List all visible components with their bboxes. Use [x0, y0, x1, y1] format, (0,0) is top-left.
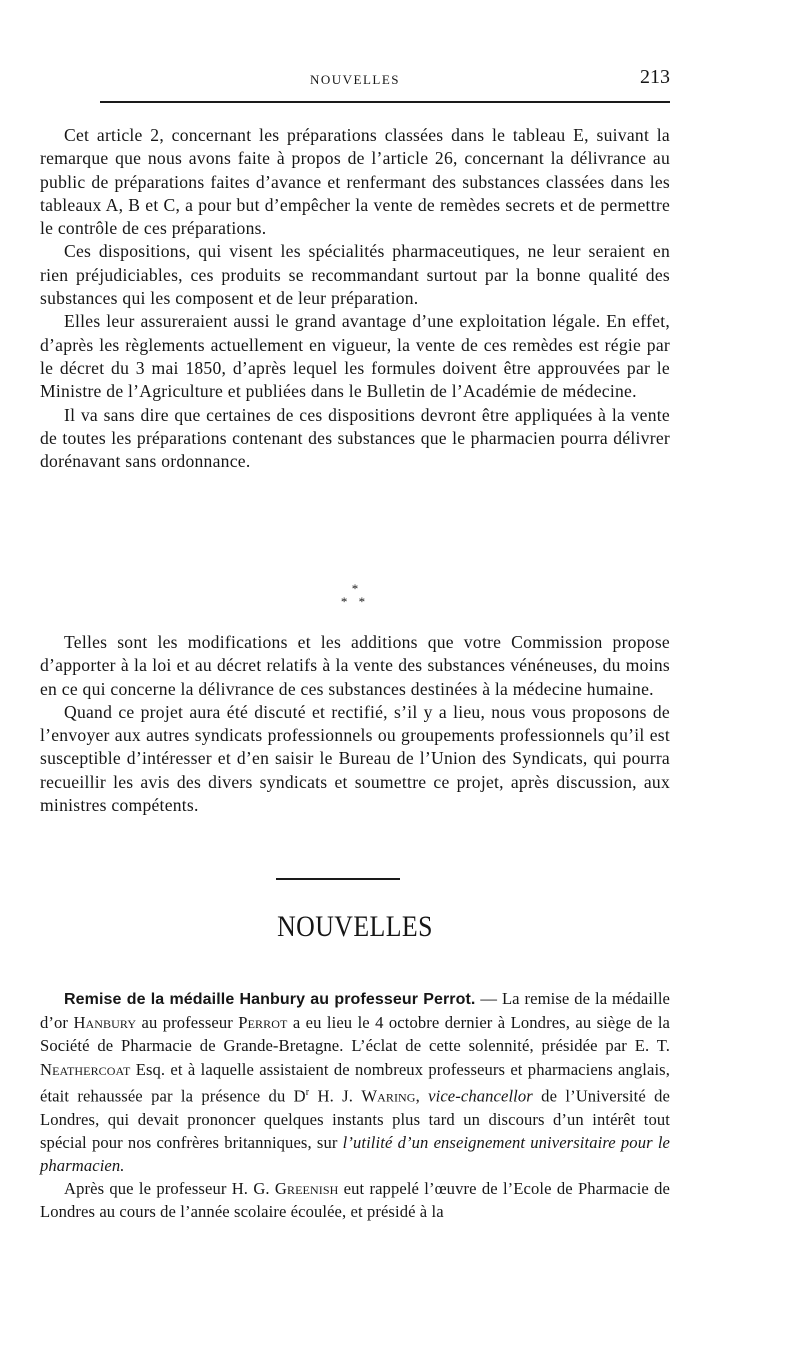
section-heading: NOUVELLES — [277, 910, 433, 943]
running-title: NOUVELLES — [309, 72, 401, 87]
section-commission-report — [40, 124, 670, 473]
section-conclusion — [40, 631, 670, 817]
name-greenish: Greenish — [274, 1179, 339, 1199]
news-lead-title: Remise de la médaille Hanbury au professeur Perrot. — [64, 991, 476, 1008]
name-neathercoat: Neathercoat — [40, 1059, 131, 1079]
header-rule — [100, 101, 670, 103]
paragraph-projet: Quand ce projet aura été discuté et rectifié, s’il y a lieu, nous vous proposons de l’envoyer aux autres syndicats professionnels ou groupements professionnels qu’il est susceptible d’intéresser et d’en saisir le Bureau de l’Union des Syndicats, qui pourra recueillir les avis des divers syndicats et soumettre ce projet, après discussion, aux ministres compétents. — [40, 701, 670, 816]
news-paragraph-hanbury: Remise de la médaille Hanbury au professeur Perrot. — La remise de la médaille d’or Hanbury au professeur Perrot a eu lieu le 4 octobre dernier à Londres, au siège de la Société de Pharmacie de Grande-Bretagne. L’éclat de cette solennité, présidée par E. T. Neathercoat Esq. et à laquelle assistaient de nombreux professeurs et pharmaciens anglais, était rehaussée par la présence du $D^r$ H. J. Waring, vice-chancellor de l’Université de Londres, qui devait prononcer quelques instants plus tard un discours d’un intérêt tout spécial pour nos confrères britanniques, sur l’utilité d’un enseignement universitaire pour le pharmacien. — [40, 989, 671, 1175]
running-head — [40, 66, 670, 96]
paragraph-article-2: Cet article 2, concernant les préparations classées dans le tableau E, suivant la remarque que nous avons faite à propos de l’article 26, concernant la délivrance au public de préparations faites d’avance et renfermant des substances classées dans les tableaux A, B et C, a pour but d’empêcher la vente de remèdes secrets et de permettre le contrôle de ces préparations. — [40, 125, 670, 239]
paragraph-modifications: Telles sont les modifications et les additions que votre Commission propose d’apporter à la loi et au décret relatifs à la vente des substances vénéneuses, du moins en ce qui concerne la délivrance de ces substances destinées à la médecine humaine. — [40, 632, 670, 699]
page-number: 213 — [640, 66, 670, 88]
paragraph-dispositions: Ces dispositions, qui visent les spécialités pharmaceutiques, ne leur seraient en rien préjudiciables, ces produits se recommandant surtout par la bonne qualité des substances qui les composent et de leur préparation. — [40, 241, 670, 309]
news-paragraph-greenish: Après que le professeur H. G. Greenish eut rappelé l’œuvre de l’Ecole de Pharmacie de Londres au cours de l’année scolaire écoulée, et présidé à la — [40, 1179, 670, 1222]
name-waring: Waring — [361, 1086, 416, 1106]
name-hanbury: Hanbury — [73, 1013, 137, 1033]
paragraph-exploitation: Elles leur assureraient aussi le grand avantage d’une exploitation légale. En effet, d’après les règlements actuellement en vigueur, la vente de ces remèdes est régie par le décret du 3 mai 1850, d’après lequel les formules doivent être approuvées par le Ministre de l’Agriculture et publiées dans le Bulletin de l’Académie de médecine. — [40, 311, 670, 402]
lecture-title: l’utilité d’un enseignement universitaire pour le pharmacien. — [40, 1132, 670, 1175]
paragraph-application: Il va sans dire que certaines de ces dispositions devront être appliquées à la vente de toutes les préparations contenant des substances que le pharmacien pourra délivrer dorénavant sans ordonnance. — [40, 404, 670, 472]
name-perrot: Perrot — [238, 1013, 288, 1033]
title-vice-chancellor: vice-chancellor — [428, 1086, 533, 1106]
section-divider — [276, 878, 400, 880]
asterism — [330, 582, 380, 608]
asterism-top: * — [351, 581, 359, 596]
asterism-bottom: * * — [340, 594, 370, 609]
section-news — [40, 987, 670, 1224]
